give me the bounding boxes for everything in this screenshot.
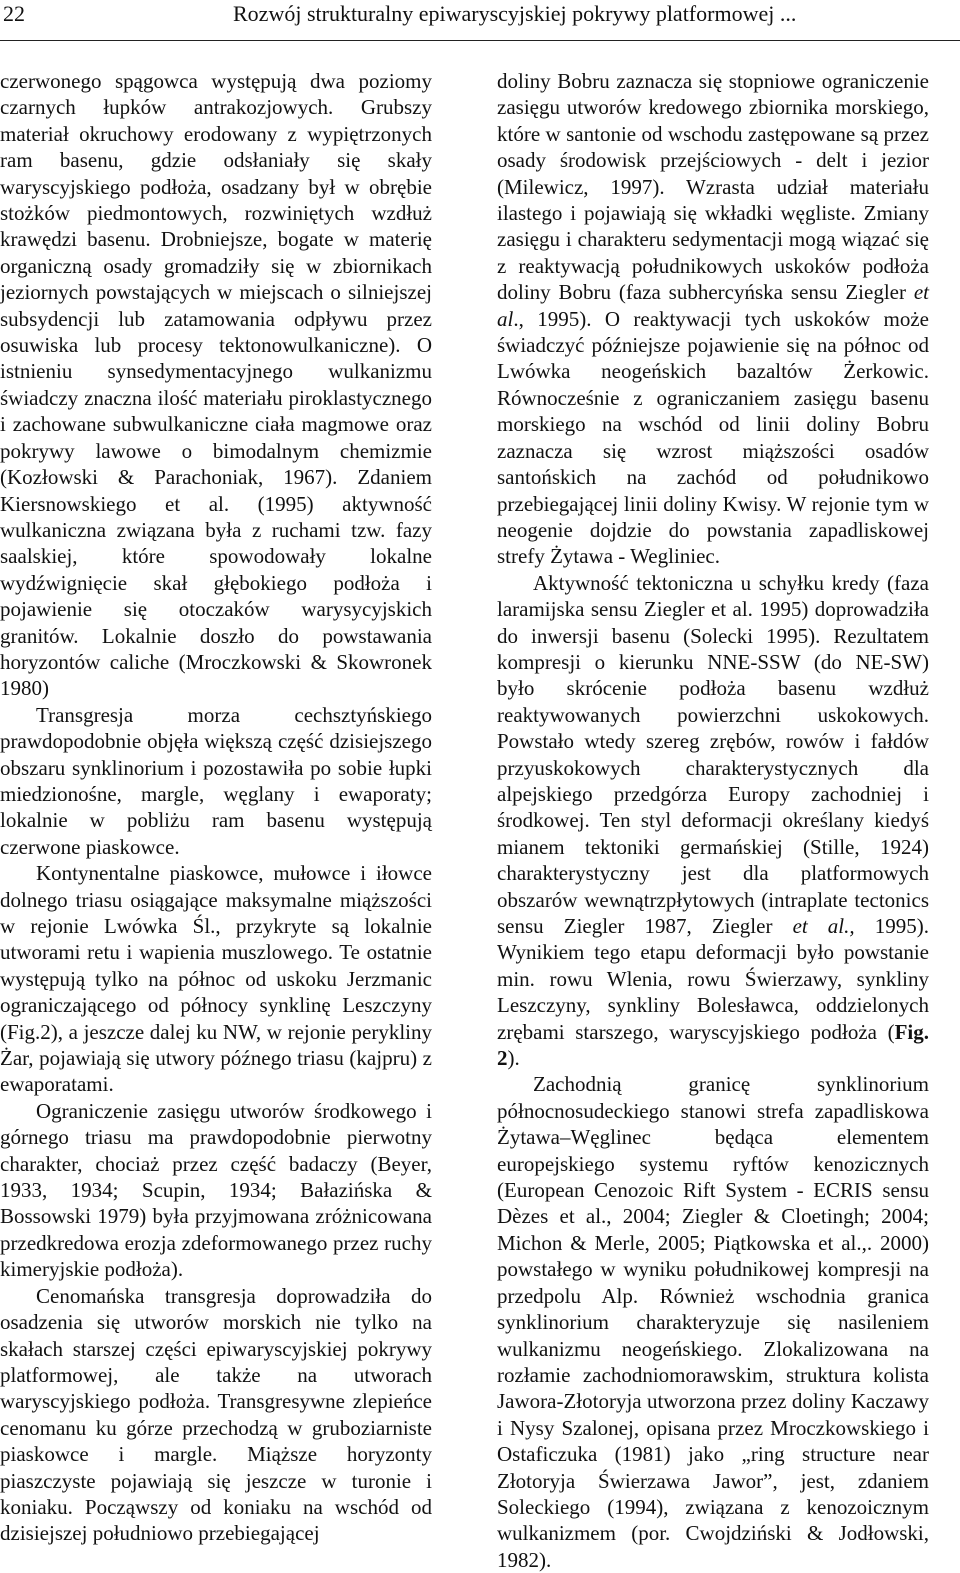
text-segment: Kontynentalne piaskowce, mułowce i iłowce dolnego triasu osiągające maksymalne miąższości w rejonie Lwówka Śl., przykryte są lokalnie utworami retu i wapienia muszlowego. Te ostatnie występują tylko na północ od uskoku Jerzmanic ograniczającego od północy synklinę Leszczyny (Fig.2), a jeszcze dalej ku NW, w rejonie perykliny Żar, pojawiają się utwory późnego triasu (kajpru) z ewaporatami. (0, 861, 432, 1097)
paragraph (497, 1071, 929, 1573)
text-segment-italic: et al., (792, 914, 855, 938)
left-column (0, 68, 432, 1547)
paragraph (0, 68, 432, 702)
page-number: 22 (3, 1, 25, 26)
paragraph (0, 1098, 432, 1283)
text-segment: Ograniczenie zasięgu utworów środkowego i górnego triasu ma prawdopodobnie pierwotny charakter, chociaż przez część badaczy (Beyer, 1933, 1934; Scupin, 1934; Bałazińska & Bossowski 1979) była przyjmowana zróżnicowana przedkredowa erozja zdeformowanego przez ruchy kimeryjskie podłoża). (0, 1098, 432, 1282)
text-segment: doliny Bobru zaznacza się stopniowe ograniczenie zasięgu utworów kredowego zbiornika morskiego, które w santonie od wschodu zastępowane są przez osady środowisk przejściowych - delt i jezior (Milewicz, 1997). Wzrasta udział materiału ilastego i pojawiają się wkładki węgliste. Zmiany zasięgu i charakteru sedymentacji mogą wiązać się z reaktywacją południkowych uskoków podłoża doliny Bobru (faza subhercyńska sensu Ziegler (497, 69, 929, 305)
right-column (497, 68, 929, 1573)
text-segment-italic: et al (497, 280, 929, 331)
header-rule (0, 40, 960, 41)
text-segment: Cenomańska transgresja doprowadziła do osadzenia się utworów morskich nie tylko na skałach starszej części epiwaryscyjskiej pokrywy platformowej, ale także na utworach waryscyjskiego podłoża. Transgresywne zlepieńce cenomanu ku górze przechodzą w gruboziarniste piaskowce i margle. Miąższe horyzonty piaszczyste pojawiają się jeszcze w turonie i koniaku. Począwszy od koniaku na wschód od dzisiejszej południowo przebiegającej (0, 1283, 432, 1546)
text-segment: ., 1995). O reaktywacji tych uskoków może świadczyć późniejsze pojawienie się na północ od Lwówka neogeńskich bazaltów Żerkowic. Równocześnie z ograniczaniem zasięgu basenu morskiego na wschód od linii doliny Bobru zaznacza się wzrost miąższości osadów santońskich na zachód od południkowo przebiegającej linii doliny Kwisy. W rejonie tym w neogenie dojdzie do powstania zapadliskowej strefy Żytawa - Wegliniec. (497, 306, 929, 569)
paragraph (0, 860, 432, 1098)
text-segment: ). (507, 1046, 520, 1071)
page-header (0, 0, 960, 44)
text-segment: Aktywność tektoniczna u schyłku kredy (faza laramijska sensu Ziegler et al. 1995) doprowadziła do inwersji basenu (Solecki 1995). Rezultatem kompresji o kierunku NNE-SSW (do NE-SW) było skrócenie podłoża basenu wzdłuż reaktywowanych powierzchni uskokowych. Powstało wtedy szereg zrębów, rowów i fałdów przyuskokowych charakterystycznych dla alpejskiego przedgórza Europy zachodniej i środkowej. Ten styl deformacji określany kiedyś mianem tektoniki germańskiej (Stille, 1924) charakterystyczny jest dla platformowych obszarów wewnątrzpłytowych (intraplate tectonics sensu Ziegler 1987, Ziegler (497, 570, 929, 938)
paragraph (0, 702, 432, 860)
running-title: Rozwój strukturalny epiwaryscyjskiej pokrywy platformowej ... (233, 1, 797, 26)
paragraph (0, 1283, 432, 1547)
text-segment: Zachodnią granicę synklinorium północnosudeckiego stanowi strefa zapadliskowa Żytawa–Węglinec będąca elementem europejskiego systemu ryftów kenozicznych (European Cenozoic Rift System - ECRIS sensu Dèzes et al., 2004; Ziegler & Cloetingh; 2004; Michon & Merle, 2005; Piątkowska et al.,. 2000) powstałego w wyniku południkowej kompresji na przedpolu Alp. Również wschodnia granica synklinorium charakteryzuje się nasileniem wulkanizmu neogeńskiego. Zlokalizowana na rozłamie zachodniomorawskim, struktura kolista Jawora-Złotoryja utworzona przez doliny Kaczawy i Nysy Szalonej, opisana przez Mroczkowskiego i Ostaficzuka (1981) jako „ring structure near Złotoryja Świerzawa Jawor”, jest, zdaniem Soleckiego (1994), związana z kenozoicznym wulkanizmem (por. Cwojdziński & Jodłowski, 1982). (497, 1072, 929, 1572)
text-segment: Transgresja morza cechsztyńskiego prawdopodobnie objęła większą część dzisiejszego obszaru synklinorium i pozostawiła po sobie łupki miedzionośne, margle, węglany i ewaporaty; lokalnie w pobliżu ram basenu występują czerwone piaskowce. (0, 702, 432, 859)
text-segment: 1995). Wynikiem tego etapu deformacji było powstanie min. rowu Wlenia, rowu Świerzawy, synkliny Leszczyny, synkliny Bolesławca, oddzielonych zrębami starszego, waryscyjskiego podłoża ( (497, 914, 929, 1044)
text-segment-bold: Fig. 2 (497, 1019, 929, 1071)
text-segment: czerwonego spągowca występują dwa poziomy czarnych łupków antrakozjowych. Grubszy materiał okruchowy erodowany z wypiętrzonych ram basenu, gdzie odsłaniały się skały waryscyjskiego podłoża, osadzany był w obrębie stożków piedmontowych, rozwiniętych wzdłuż krawędzi basenu. Drobniejsze, bogate w materię organiczną osady gromadziły się w zbiornikach jeziornych powstających w miejscach o silniejszej subsydencji lub zatamowania odpływu przez osuwiska lub procesy tektonowulkaniczne). O istnieniu synsedymentacyjnego wulkanizmu świadczy znaczna ilość materiału piroklastycznego i zachowane subwulkaniczne ciała magmowe oraz pokrywy lawowe o bimodalnym chemizmie (Kozłowski & Parachoniak, 1967). Zdaniem Kiersnowskiego et al. (1995) aktywność wulkaniczna związana była z ruchami tzw. fazy saalskiej, które spowodowały lokalne wydźwignięcie skał głębokiego podłoża i pojawienie się otoczaków warysycyjskich granitów. Lokalnie doszło do powstawania horyzontów caliche (Mroczkowski & Skowronek 1980) (0, 69, 432, 701)
paragraph (497, 68, 929, 570)
paragraph (497, 570, 929, 1072)
